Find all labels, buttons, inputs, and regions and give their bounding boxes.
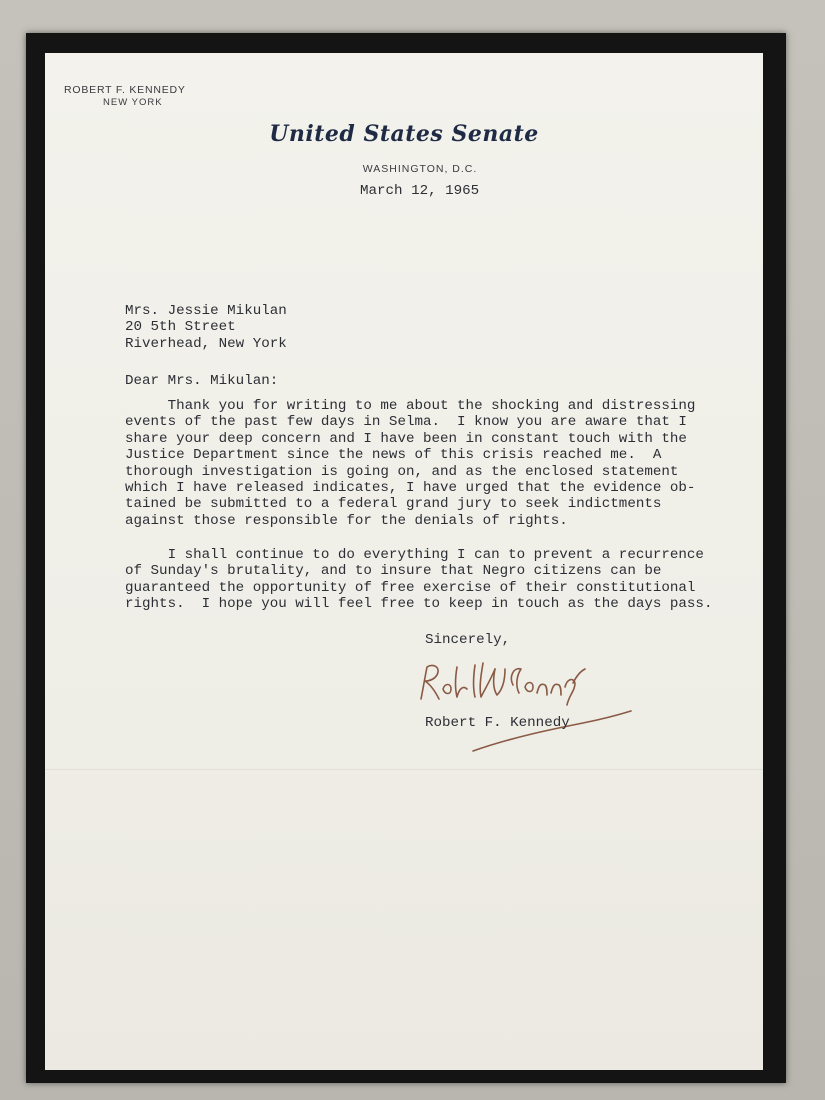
letter-page bbox=[45, 53, 763, 1070]
paper-fold bbox=[45, 769, 763, 770]
handwritten-signature bbox=[413, 655, 643, 765]
body-paragraph-2: I shall continue to do everything I can to prevent a recurrence of Sunday's brutality, and to insure that Negro citizens can be guaranteed the opportunity of free exercise of their constitutional rights. I hope you will feel free to keep in touch as the days pass. bbox=[125, 547, 713, 613]
body-paragraph-1: Thank you for writing to me about the shocking and distressing events of the past few days in Selma. I know you are aware that I share your deep concern and I have been in constant touch with the Justice Department since the news of this crisis reached me. A thorough investigation is going on, and as the enclosed statement which I have released indicates, I have urged that the evidence ob- tained be submitted to a federal grand jury to seek indictments against those responsible for the denials of rights. bbox=[125, 398, 696, 529]
letterhead-title: United States Senate bbox=[269, 121, 539, 147]
recipient-address: Mrs. Jessie Mikulan 20 5th Street Riverhead, New York bbox=[125, 303, 287, 352]
sender-location: NEW YORK bbox=[103, 97, 163, 108]
sender-name: ROBERT F. KENNEDY bbox=[64, 84, 186, 96]
letterhead-city: WASHINGTON, D.C. bbox=[362, 163, 478, 175]
salutation: Dear Mrs. Mikulan: bbox=[125, 373, 279, 389]
typed-signature-name: Robert F. Kennedy bbox=[425, 715, 570, 731]
letter-date: March 12, 1965 bbox=[360, 183, 480, 199]
closing: Sincerely, bbox=[425, 632, 511, 648]
